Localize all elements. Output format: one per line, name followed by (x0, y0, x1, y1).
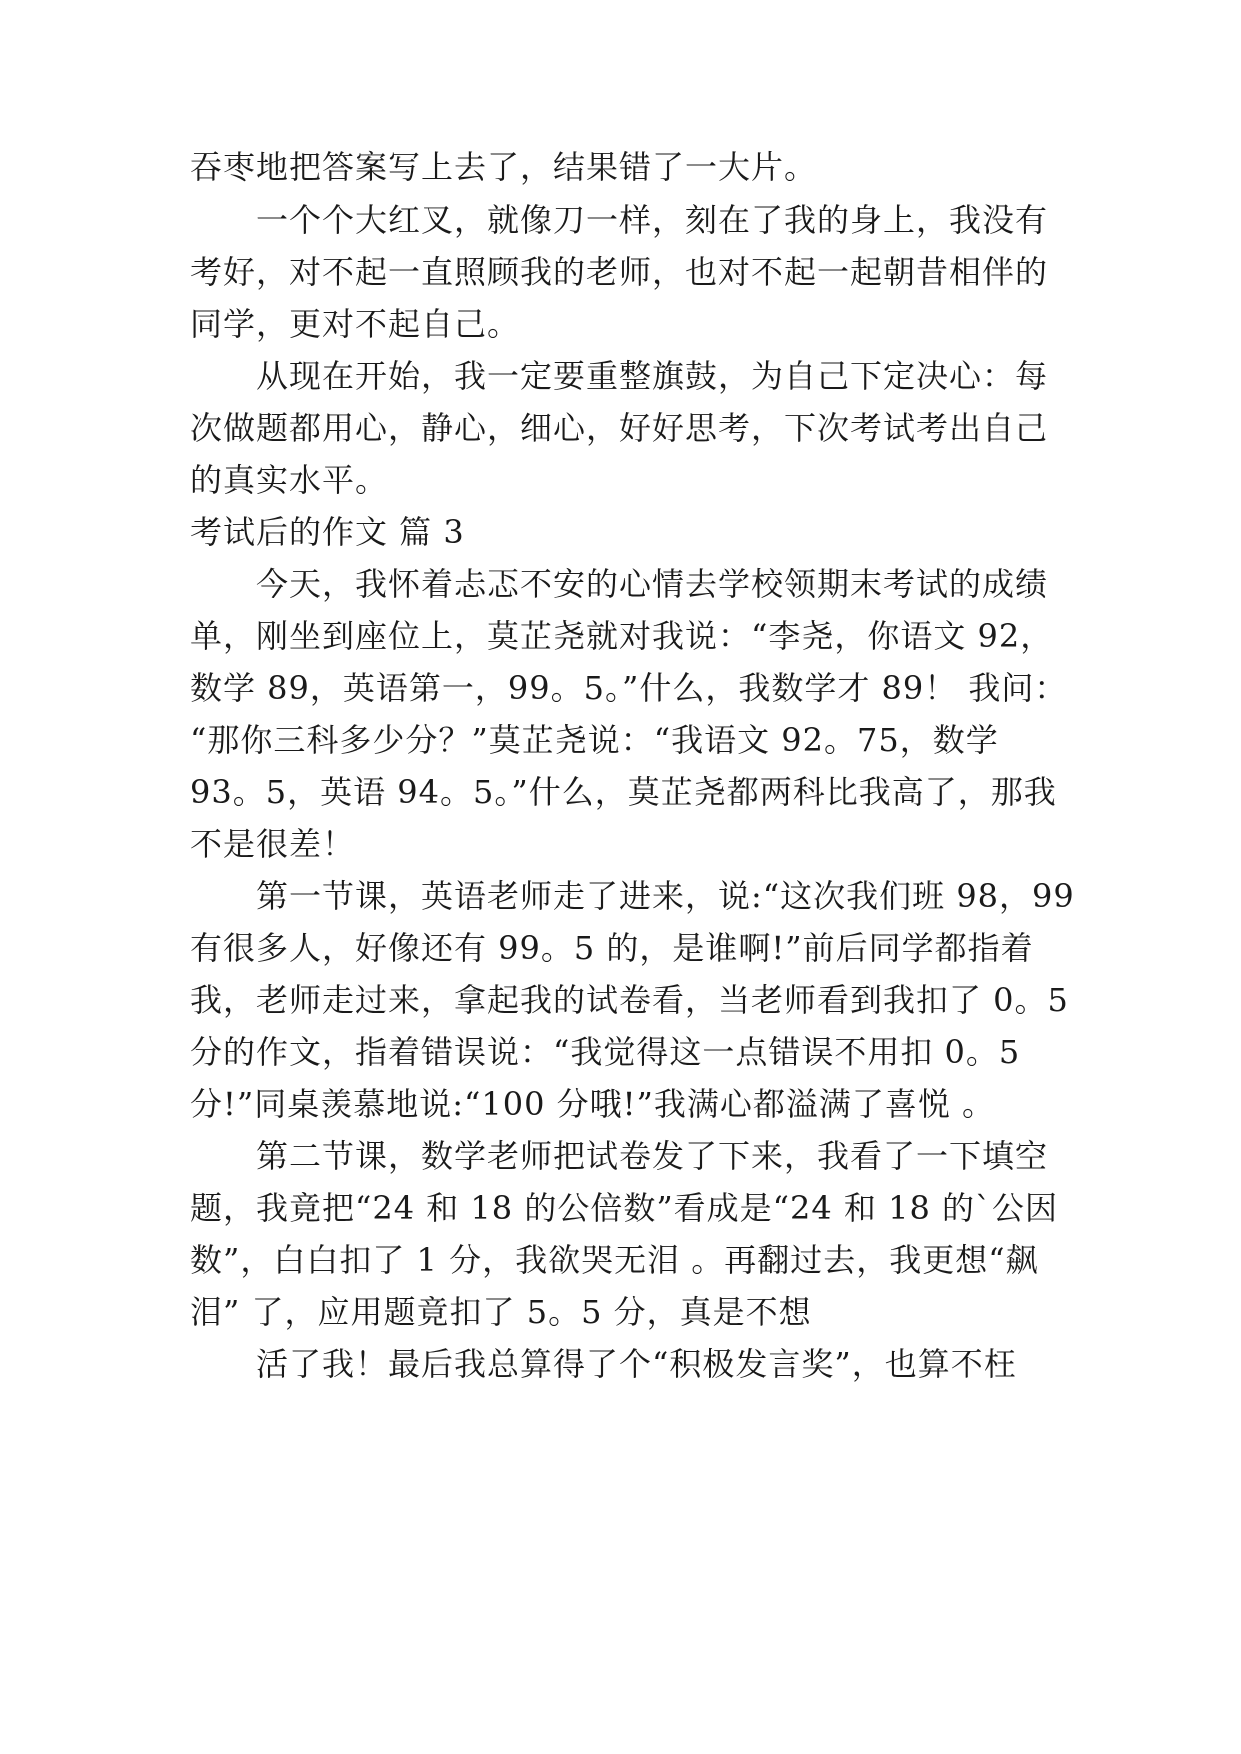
paragraph-line: 从现在开始，我一定要重整旗鼓，为自己下定决心：每 (256, 357, 1049, 395)
paragraph-line: 数”，白白扣了 1 分，我欲哭无泪 。再翻过去，我更想“飙 (190, 1241, 1039, 1279)
paragraph-line: 第二节课，数学老师把试卷发了下来，我看了一下填空 (256, 1137, 1049, 1175)
paragraph-line: 考好，对不起一直照顾我的老师，也对不起一起朝昔相伴的 (190, 253, 1049, 291)
paragraph-line: 单，刚坐到座位上，莫芷尧就对我说：“李尧，你语文 92， (190, 617, 1054, 655)
paragraph-line: 次做题都用心，静心，细心，好好思考，下次考试考出自己 (190, 409, 1049, 447)
paragraph-line: 泪” 了，应用题竟扣了 5。5 分，真是不想 (190, 1293, 812, 1331)
paragraph-line: 我，老师走过来，拿起我的试卷看，当老师看到我扣了 0。5 (190, 981, 1069, 1019)
paragraph-line: 分的作文，指着错误说：“我觉得这一点错误不用扣 0。5 (190, 1033, 1021, 1071)
paragraph-line: 第一节课，英语老师走了进来，说:“这次我们班 98，99 (256, 877, 1075, 915)
paragraph-line: “那你三科多少分？”莫芷尧说：“我语文 92。75，数学 (190, 721, 999, 759)
paragraph-line: 同学，更对不起自己。 (190, 305, 521, 343)
paragraph-line: 分!”同桌羡慕地说:“100 分哦!”我满心都溢满了喜悦 。 (190, 1085, 996, 1123)
paragraph-line: 一个个大红叉，就像刀一样，刻在了我的身上，我没有 (256, 201, 1049, 239)
section-heading: 考试后的作文 篇 3 (190, 513, 465, 551)
paragraph-line: 有很多人，好像还有 99。5 的，是谁啊!”前后同学都指着 (190, 929, 1034, 967)
paragraph-line: 吞枣地把答案写上去了，结果错了一大片。 (190, 148, 818, 186)
paragraph-line: 不是很差！ (190, 825, 356, 863)
paragraph-line: 今天，我怀着忐忑不安的心情去学校领期末考试的成绩 (256, 565, 1049, 603)
paragraph-line: 的真实水平。 (190, 461, 389, 499)
paragraph-line: 数学 89，英语第一，99。5。”什么，我数学才 89！ 我问： (190, 669, 1068, 707)
paragraph-line: 题，我竟把“24 和 18 的公倍数”看成是“24 和 18 的`公因 (190, 1189, 1058, 1227)
paragraph-line: 93。5，英语 94。5。”什么，莫芷尧都两科比我高了，那我 (190, 773, 1057, 811)
paragraph-line: 活了我！最后我总算得了个“积极发言奖”，也算不枉 (256, 1345, 1017, 1383)
